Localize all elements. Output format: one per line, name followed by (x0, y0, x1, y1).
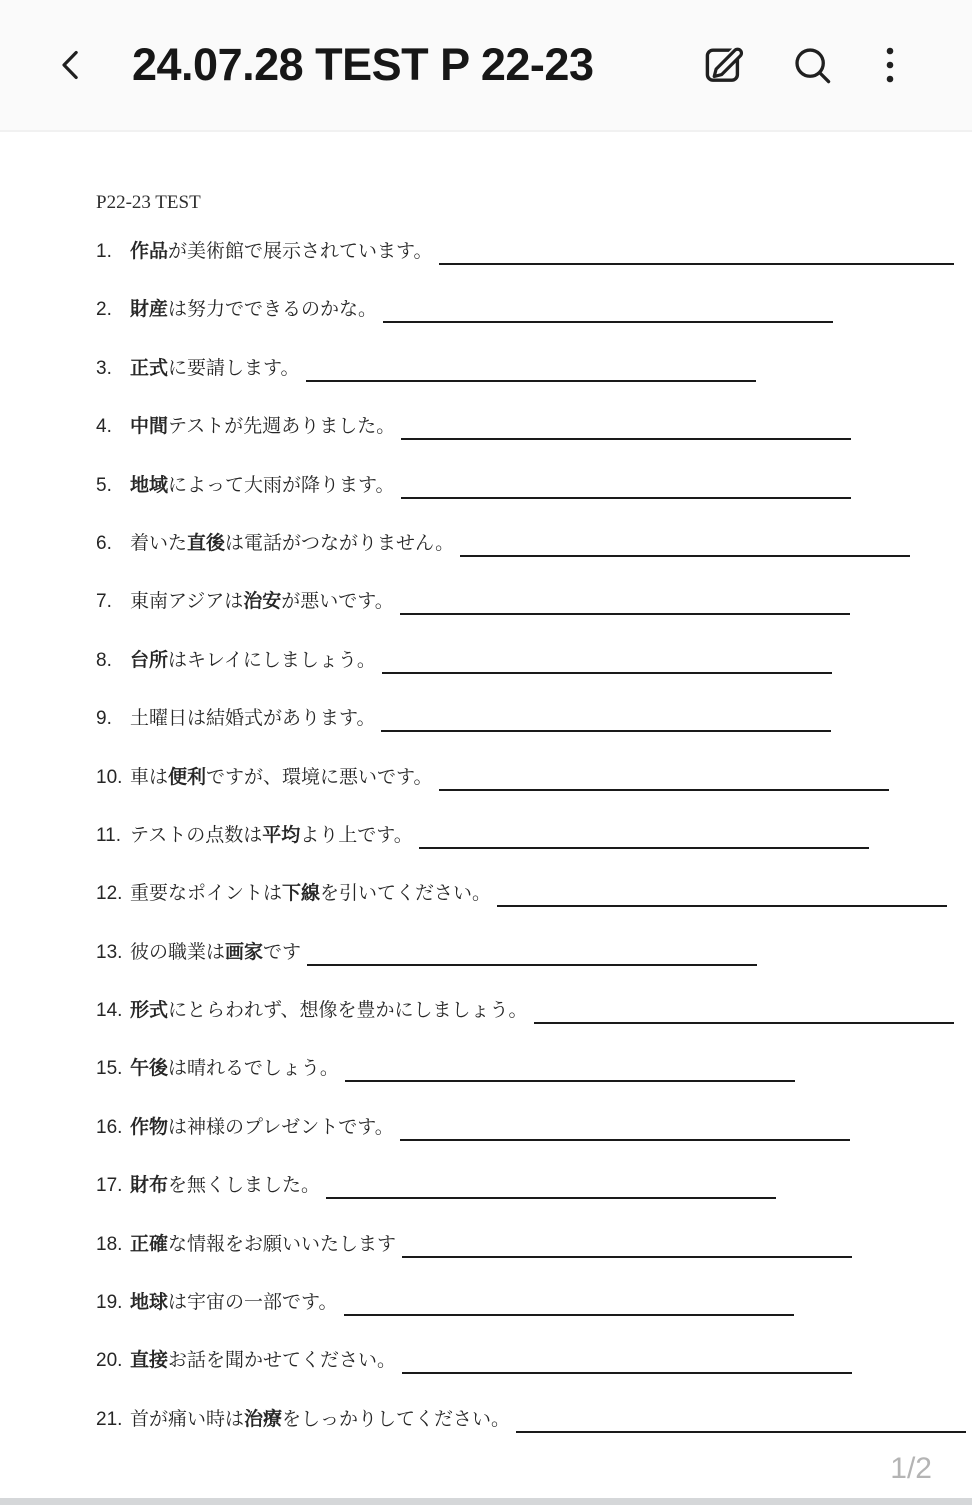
answer-blank-line (534, 1022, 954, 1024)
item-key-word: 平均 (262, 824, 301, 846)
test-item-row (96, 823, 972, 849)
item-key-word: 下線 (282, 883, 321, 905)
document-title: 24.07.28 TEST P 22-23 (132, 39, 594, 90)
item-key-word: 便利 (168, 766, 207, 788)
test-item-row (96, 706, 972, 732)
item-text-pre: 着いた (130, 532, 188, 554)
item-text-post: をしっかりしてください。 (282, 1408, 511, 1430)
item-text-post: です (263, 941, 302, 963)
test-item-row (96, 1348, 972, 1374)
item-sentence (130, 650, 376, 671)
item-key-word: 中間 (130, 416, 169, 438)
item-number: 3. (96, 357, 112, 379)
item-key-word: 画家 (225, 941, 264, 963)
item-key-word: 作物 (130, 1116, 169, 1138)
test-item-row (96, 648, 972, 674)
item-sentence (130, 1234, 396, 1255)
item-text-pre: 東南アジアは (130, 591, 244, 613)
answer-blank-line (307, 964, 757, 966)
item-sentence (130, 883, 491, 904)
item-key-word: 午後 (130, 1058, 169, 1080)
item-sentence (130, 767, 433, 788)
item-sentence (130, 1000, 528, 1021)
item-text-pre: テストの点数は (130, 824, 263, 846)
test-item-row (96, 297, 972, 323)
item-key-word: 治安 (243, 591, 282, 613)
item-sentence (130, 358, 300, 379)
item-number: 18. (96, 1233, 123, 1255)
test-item-row (96, 1173, 972, 1199)
test-item-row (96, 1407, 972, 1433)
search-icon (789, 42, 836, 89)
item-text-post: を無くしました。 (168, 1175, 321, 1197)
item-text-post: ですが、環境に悪いです。 (206, 766, 433, 788)
item-number: 19. (96, 1292, 123, 1314)
item-text-post: より上です。 (300, 824, 413, 846)
item-sentence (130, 1175, 320, 1196)
more-options-button[interactable] (878, 41, 902, 89)
item-sentence (130, 1117, 394, 1138)
item-number: 14. (96, 1000, 123, 1022)
test-item-row (96, 998, 972, 1024)
test-item-row (96, 473, 972, 499)
item-sentence (130, 825, 413, 846)
item-text-post: は宇宙の一部です。 (168, 1292, 338, 1314)
item-number: 7. (96, 591, 112, 613)
answer-blank-line (497, 905, 947, 907)
item-key-word: 正確 (130, 1233, 169, 1255)
item-key-word: 地球 (130, 1292, 169, 1314)
item-number: 12. (96, 883, 123, 905)
item-number: 8. (96, 649, 112, 671)
item-number: 17. (96, 1175, 123, 1197)
item-text-post: お話を聞かせてください。 (168, 1350, 397, 1372)
item-number: 13. (96, 941, 123, 963)
item-text-post: はキレイにしましょう。 (168, 649, 376, 671)
item-text-post: は神様のプレゼントです。 (168, 1116, 394, 1138)
item-text-post: によって大雨が降ります。 (168, 474, 395, 496)
item-text-post: は晴れるでしょう。 (168, 1058, 339, 1080)
item-text-post: テストが先週ありました。 (168, 416, 396, 438)
answer-blank-line (400, 613, 850, 615)
edit-button[interactable] (699, 41, 747, 89)
page-separator (0, 1498, 972, 1505)
answer-blank-line (401, 438, 851, 440)
answer-blank-line (344, 1314, 794, 1316)
item-number: 2. (96, 299, 112, 321)
item-number: 10. (96, 766, 123, 788)
item-key-word: 地域 (130, 474, 169, 496)
document-page[interactable] (0, 132, 972, 1498)
item-text-post: な情報をお願いいたします (168, 1233, 397, 1255)
item-text-pre: 首が痛い時は (130, 1408, 245, 1430)
test-item-row (96, 1290, 972, 1316)
item-text-post: を引いてください。 (320, 883, 492, 905)
item-text-pre: 重要なポイントは (130, 883, 283, 905)
answer-blank-line (306, 380, 756, 382)
item-key-word: 直接 (130, 1350, 169, 1372)
test-item-row (96, 589, 972, 615)
answer-blank-line (439, 263, 954, 265)
item-number: 16. (96, 1116, 123, 1138)
item-text-pre: 車は (130, 766, 169, 788)
item-sentence (130, 942, 301, 963)
item-key-word: 財布 (130, 1175, 169, 1197)
test-item-row (96, 1232, 972, 1258)
answer-blank-line (402, 1372, 852, 1374)
item-sentence (130, 1058, 339, 1079)
item-number: 1. (96, 241, 112, 262)
item-sentence (130, 1292, 338, 1313)
item-number: 11. (96, 824, 122, 846)
item-sentence (130, 1350, 396, 1371)
answer-blank-line (460, 555, 910, 557)
item-number: 21. (96, 1408, 123, 1430)
item-text-post: にとらわれず、想像を豊かにしましょう。 (168, 1000, 528, 1022)
test-item-row (96, 356, 972, 382)
item-number: 20. (96, 1350, 123, 1372)
test-item-row (96, 881, 972, 907)
test-item-row (96, 1115, 972, 1141)
back-icon (52, 43, 92, 87)
item-text-pre: 土曜日は結婚式があります。 (130, 708, 376, 730)
item-number: 5. (96, 474, 112, 496)
item-sentence (130, 533, 454, 554)
item-key-word: 形式 (130, 1000, 169, 1022)
item-key-word: 作品 (130, 241, 169, 262)
test-item-list (96, 239, 972, 1433)
answer-blank-line (382, 672, 832, 674)
item-number: 15. (96, 1058, 123, 1080)
answer-blank-line (401, 497, 851, 499)
test-item-row (96, 765, 972, 791)
test-item-row (96, 940, 972, 966)
answer-blank-line (402, 1256, 852, 1258)
item-sentence (130, 1409, 510, 1430)
item-number: 6. (96, 532, 112, 554)
item-text-post: が悪いです。 (281, 591, 394, 613)
item-text-pre: 彼の職業は (130, 941, 226, 963)
answer-blank-line (345, 1080, 795, 1082)
answer-blank-line (381, 730, 831, 732)
test-item-row (96, 414, 972, 440)
header-actions (699, 41, 902, 89)
back-button[interactable] (50, 41, 94, 89)
app-header (0, 0, 972, 132)
item-text-post: は電話がつながりません。 (225, 532, 455, 554)
item-text-post: は努力でできるのかな。 (168, 299, 378, 321)
answer-blank-line (383, 321, 833, 323)
page-indicator: 1/2 (890, 1452, 932, 1485)
item-sentence (130, 708, 375, 729)
more-options-icon (878, 41, 902, 89)
test-item-row (96, 531, 972, 557)
item-sentence (130, 475, 395, 496)
item-number: 9. (96, 708, 112, 730)
item-sentence (130, 299, 377, 320)
test-item-row (96, 239, 972, 265)
search-button[interactable] (789, 42, 836, 89)
item-sentence (130, 416, 395, 437)
document-heading: P22-23 TEST (96, 192, 201, 213)
item-text-post: が美術館で展示されています。 (168, 241, 433, 262)
answer-blank-line (400, 1139, 850, 1141)
test-item-row (96, 1056, 972, 1082)
item-text-post: に要請します。 (168, 357, 300, 379)
item-key-word: 治療 (244, 1408, 283, 1430)
item-key-word: 台所 (130, 649, 169, 671)
item-key-word: 直後 (187, 532, 226, 554)
item-sentence (130, 591, 394, 612)
item-sentence (130, 241, 433, 262)
item-key-word: 財産 (130, 299, 169, 321)
edit-icon (699, 41, 747, 89)
answer-blank-line (439, 789, 889, 791)
item-key-word: 正式 (130, 357, 169, 379)
answer-blank-line (419, 847, 869, 849)
item-number: 4. (96, 416, 112, 438)
answer-blank-line (516, 1431, 966, 1433)
answer-blank-line (326, 1197, 776, 1199)
